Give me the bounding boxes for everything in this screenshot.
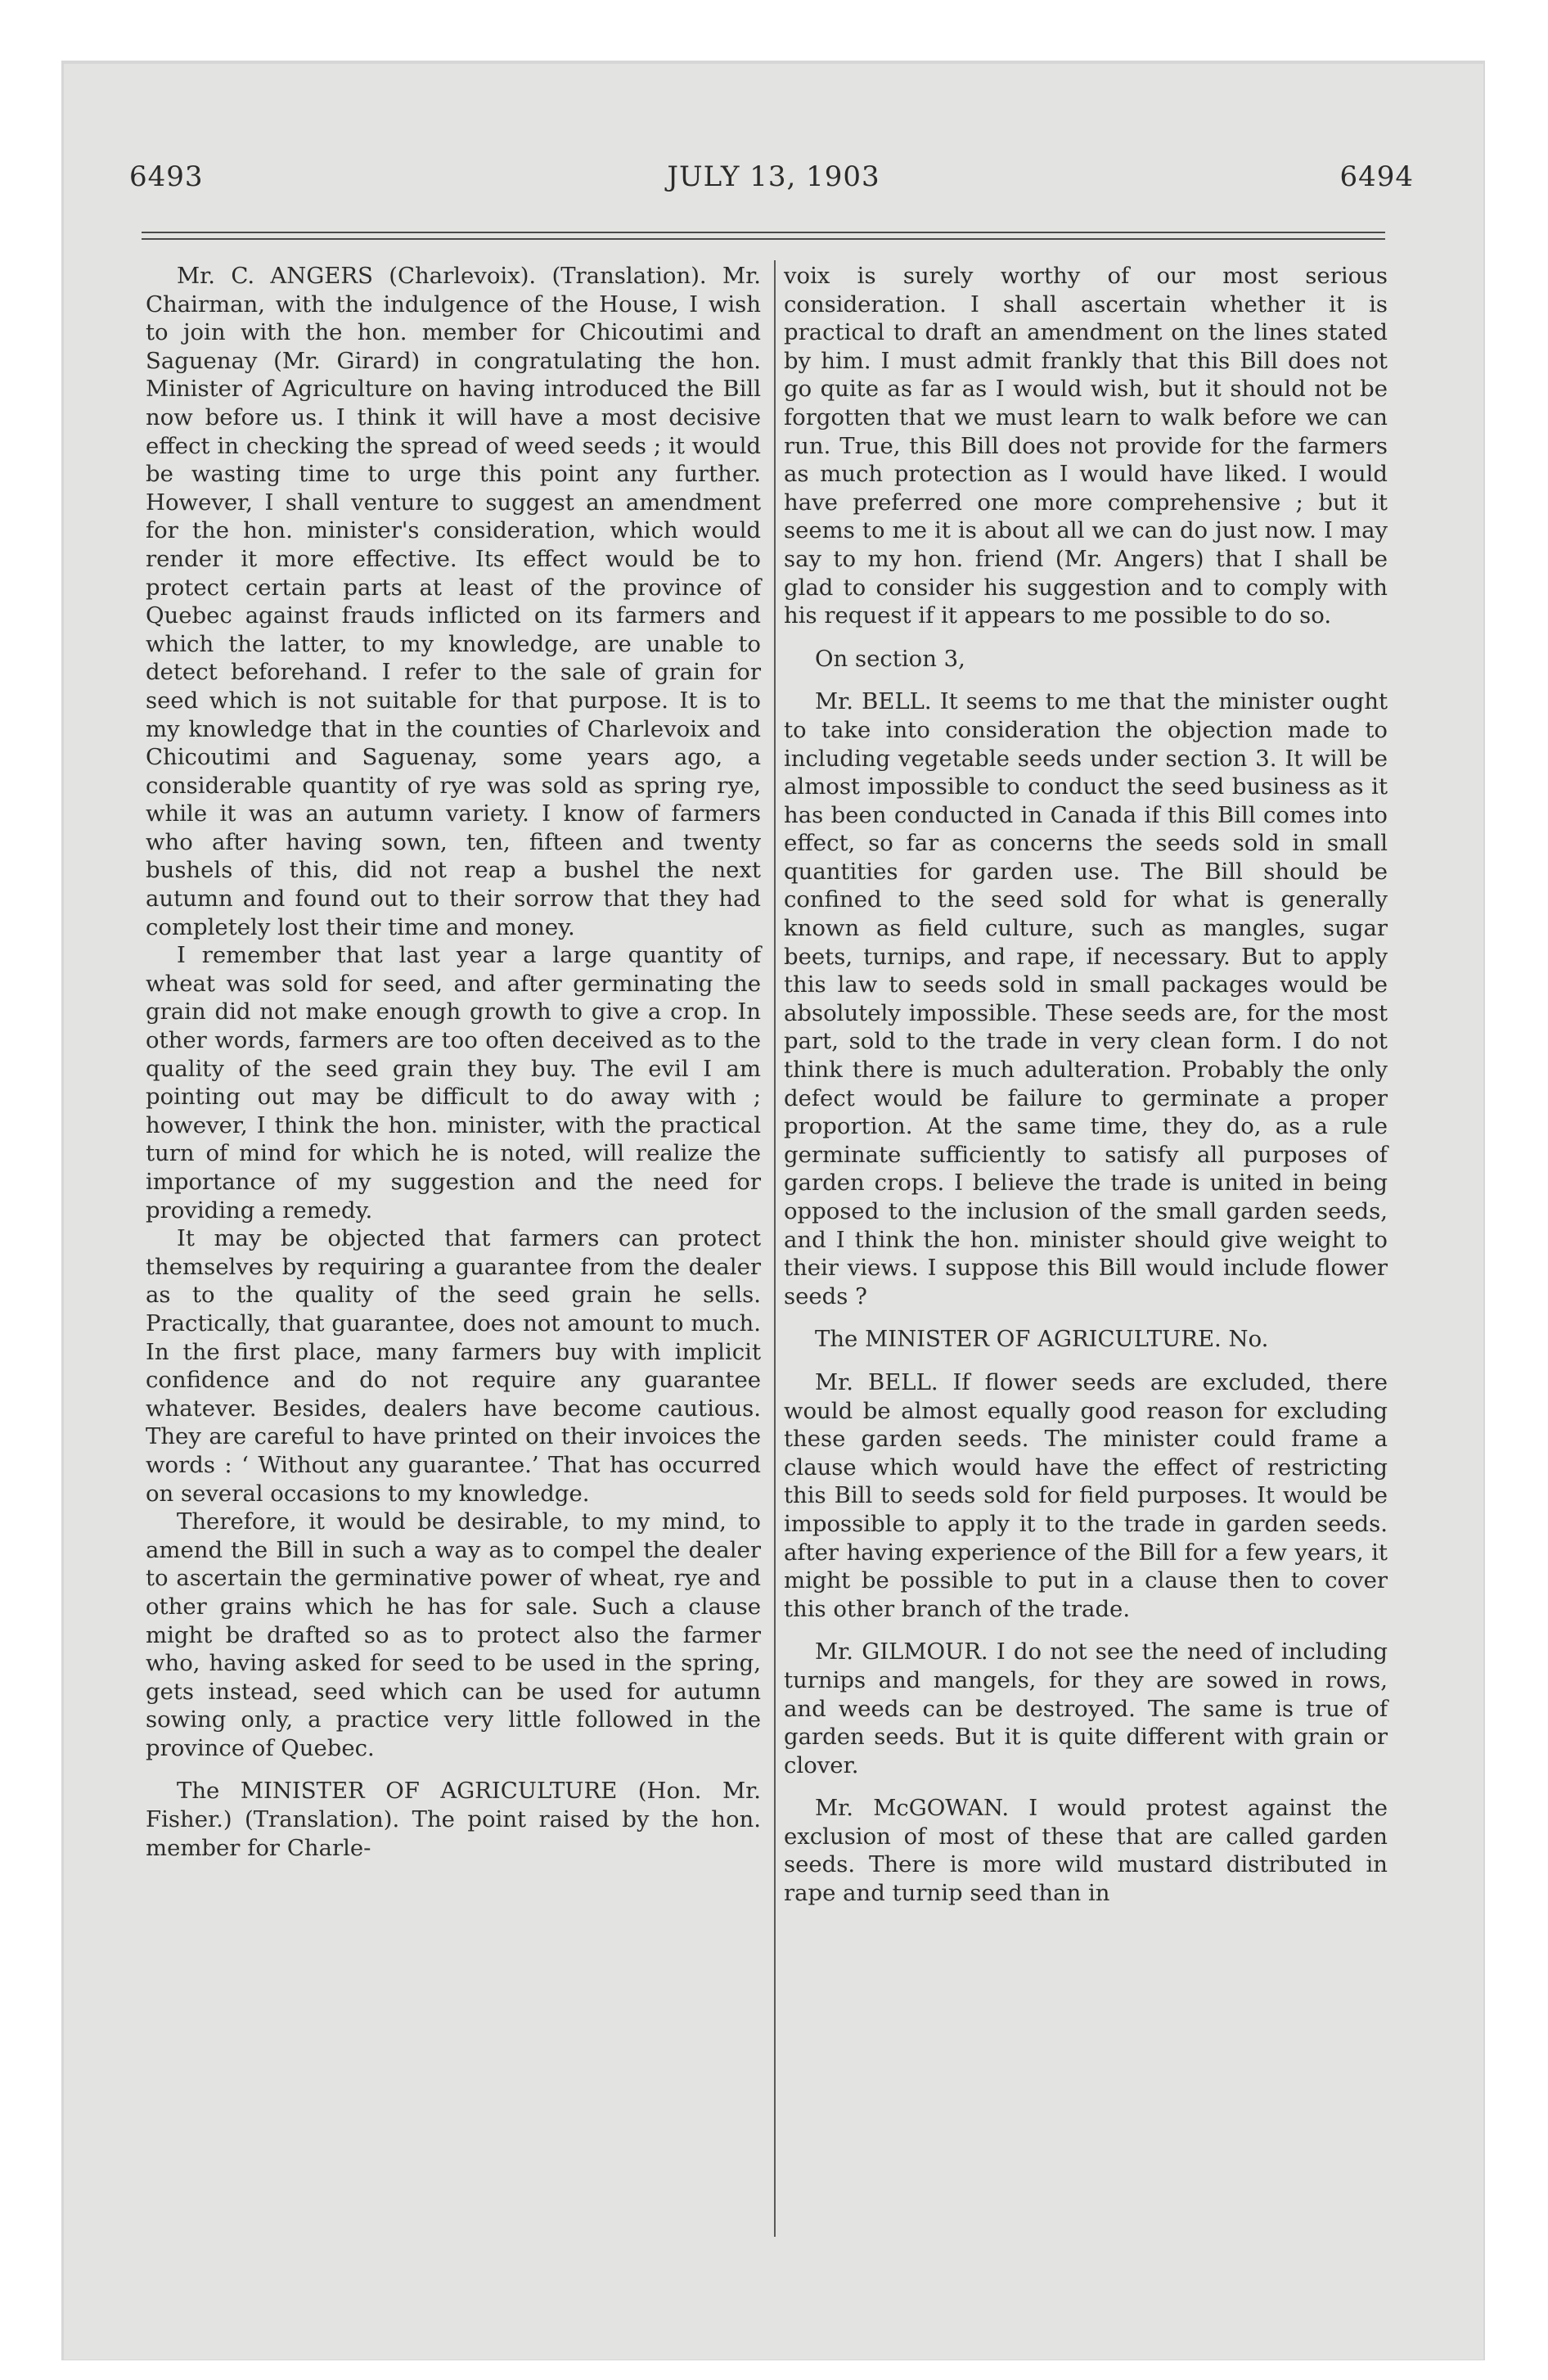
paragraph-minister-reply-cont: voix is surely worthy of our most serious consideration. I shall ascertain whether it is practical to draft an amendment on the lines stated by him. I must admit frankly that this Bill does not go quite as far as I would wish, but it should not be forgotten that we must learn to walk before we can run. True, this Bill does not provide for the farmers as much protection as I would have liked. I would have preferred one more comprehensive ; but it seems to me it is about all we can do just now. I may say to my hon. friend (Mr. Angers) that I shall be glad to consider his suggestion and to comply with his request if it appears to me possible to do so. bbox=[784, 263, 1388, 629]
paragraph-bell-flower-seeds: Mr. BELL. If flower seeds are excluded, there would be almost equally good reason for excluding these garden seeds. The minister could frame a clause which would have the effect of restricting this Bill to seeds sold for field purposes. It would be impossible to apply it to the trade in garden seeds. after having experience of the Bill for a few years, it might be possible to put in a clause then to cover this other branch of the trade. bbox=[784, 1368, 1388, 1622]
paragraph-gilmour: Mr. GILMOUR. I do not see the need of including turnips and mangels, for they are sowed in rows, and weeds can be destroyed. The same is true of garden seeds. But it is quite different with grain or clover. bbox=[784, 1639, 1388, 1778]
header-rule-bottom bbox=[142, 238, 1385, 240]
page-date: JULY 13, 1903 bbox=[667, 160, 880, 193]
paragraph-bell-vegetable-seeds: Mr. BELL. It seems to me that the minister ought to take into consideration the objection made to including vegetable seeds under section 3. It will be almost impossible to conduct the seed business as it has been conducted in Canada if this Bill comes into effect, so far as concerns the seeds sold in small quantities for garden use. The Bill should be confined to the seed sold for what is generally known as field culture, such as mangles, sugar beets, turnips, and rape, if necessary. But to apply this law to seeds sold in small packages would be absolutely impossible. These seeds are, for the most part, sold to the trade in very clean form. I do not think there is much adulteration. Probably the only defect would be failure to germinate a proper proportion. At the same time, they do, as a rule germinate sufficiently to satisfy all purposes of garden crops. I believe the trade is united in being opposed to the inclusion of the small garden seeds, and I think the hon. minister should give weight to their views. I suppose this Bill would include flower seeds ? bbox=[784, 688, 1388, 1309]
header-rule-top bbox=[142, 232, 1385, 233]
paragraph-angers-wheat: I remember that last year a large quantity of wheat was sold for seed, and after germinating the grain did not make enough growth to give a crop. In other words, farmers are too often deceived as to the quality of the seed grain they buy. The evil I am pointing out may be difficult to do away with ; however, I think the hon. minister, with the practical turn of mind for which he is noted, will realize the importance of my suggestion and the need for providing a remedy. bbox=[146, 942, 761, 1224]
paragraph-angers-amendment: Therefore, it would be desirable, to my mind, to amend the Bill in such a way as to compel the dealer to ascertain the germinative power of wheat, rye and other grains which he has for sale. Such a clause might be drafted so as to protect also the farmer who, having asked for seed to be used in the spring, gets instead, seed which can be used for autumn sowing only, a practice very little followed in the province of Quebec. bbox=[146, 1508, 761, 1761]
page-header bbox=[64, 160, 1483, 201]
paragraph-minister-reply-start: The MINISTER OF AGRICULTURE (Hon. Mr. Fisher.) (Translation). The point raised by the hon. member for Charle- bbox=[146, 1778, 761, 1861]
page-number-right: 6494 bbox=[1339, 160, 1414, 193]
paragraph-angers-speech: Mr. C. ANGERS (Charlevoix). (Translation). Mr. Chairman, with the indulgence of the House, I wish to join with the hon. member for Chicoutimi and Saguenay (Mr. Girard) in congratulating the hon. Minister of Agriculture on having introduced the Bill now before us. I think it will have a most decisive effect in checking the spread of weed seeds ; it would be wasting time to urge this point any further. However, I shall venture to suggest an amendment for the hon. minister's consideration, which would render it more effective. Its effect would be to protect certain parts at least of the province of Quebec against frauds inflicted on its farmers and which the latter, to my knowledge, are unable to detect beforehand. I refer to the sale of grain for seed which is not suitable for that purpose. It is to my knowledge that in the counties of Charlevoix and Chicoutimi and Saguenay, some years ago, a considerable quantity of rye was sold as spring rye, while it was an autumn variety. I know of farmers who after having sown, ten, fifteen and twenty bushels of this, did not reap a bushel the next autumn and found out to their sorrow that they had completely lost their time and money. bbox=[146, 263, 761, 940]
right-column bbox=[784, 262, 1388, 1908]
paragraph-angers-guarantee: It may be objected that farmers can protect themselves by requiring a guarantee from the dealer as to the quality of the seed grain he sells. Practically, that guarantee, does not amount to much. In the first place, many farmers buy with implicit confidence and do not require any guarantee whatever. Besides, dealers have become cautious. They are careful to have printed on their invoices the words : ‘ Without any guarantee.’ That has occurred on several occasions to my knowledge. bbox=[146, 1225, 761, 1507]
hansard-page bbox=[64, 64, 1483, 2360]
left-column bbox=[146, 262, 761, 1862]
section-heading: On section 3, bbox=[815, 645, 965, 672]
paragraph-mcgowan: Mr. McGOWAN. I would protest against the exclusion of most of these that are called garden seeds. There is more wild mustard distributed in rape and turnip seed than in bbox=[784, 1795, 1388, 1907]
paragraph-minister-no: The MINISTER OF AGRICULTURE. No. bbox=[815, 1326, 1269, 1353]
column-divider bbox=[774, 260, 776, 2237]
page-number-left: 6493 bbox=[129, 160, 204, 193]
